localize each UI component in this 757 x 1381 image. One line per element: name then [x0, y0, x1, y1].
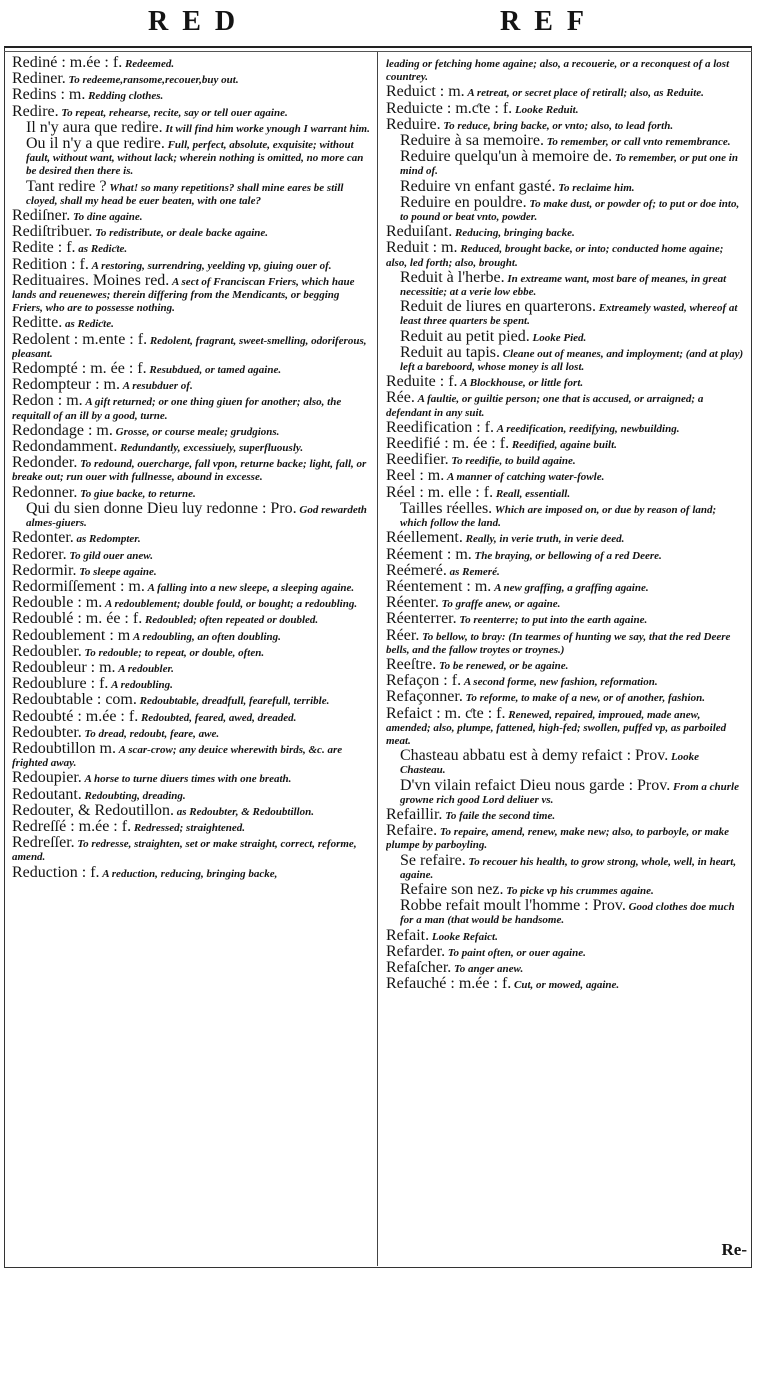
dictionary-entry	[386, 115, 746, 133]
entry-headword: Reduit au petit pied.	[400, 327, 530, 345]
entry-definition: leading or fetching home againe; also, a recouerie, or a reconquest of a lost countrey.	[386, 58, 730, 84]
entry-headword: Refaçonner.	[386, 688, 463, 706]
entry-headword: Redondage : m.	[12, 421, 113, 439]
dictionary-entry	[386, 776, 746, 807]
entry-definition: In extreame want, most bare of meanes, in great necessitie; at a verie low ebbe.	[400, 272, 727, 299]
dictionary-entry	[12, 137, 372, 179]
entry-headword: Refauché : m.ée : f.	[386, 975, 512, 993]
dictionary-entry	[386, 375, 746, 390]
entry-definition: A Blockhouse, or little fort.	[460, 377, 584, 390]
entry-definition: From a churle growne rich good Lord deliuer vs.	[400, 780, 739, 806]
entry-headword: Redoupier.	[12, 769, 82, 787]
entry-headword: Qui du sien donne Dieu luy redonne : Pro.	[26, 499, 297, 517]
entry-headword: Redoubler.	[12, 642, 82, 660]
dictionary-entry	[386, 596, 746, 611]
entry-headword: Redreſſé : m.ée : f.	[12, 817, 132, 835]
entry-headword: Reditte.	[12, 314, 63, 332]
entry-headword: Réellement.	[386, 529, 463, 547]
entry-headword: Tailles réelles.	[400, 499, 493, 517]
entry-definition: A redoubler.	[118, 662, 174, 675]
entry-headword: Redituaires. Moines red.	[12, 271, 170, 289]
dictionary-entry	[386, 453, 746, 468]
entry-headword: Redoublure : f.	[12, 675, 109, 693]
entry-definition: Redressed; straightened.	[133, 821, 246, 834]
entry-definition: as Redompter.	[76, 533, 141, 546]
dictionary-entry	[386, 85, 746, 100]
entry-headword: Redonter.	[12, 529, 74, 547]
entry-headword: Redoubter.	[12, 723, 82, 741]
entry-headword: Refaict : m. ƈte : f.	[386, 704, 506, 722]
entry-definition: as Rediƈte.	[64, 318, 114, 331]
entry-headword: Reduiſant.	[386, 223, 453, 241]
entry-headword: Robbe refait moult l'homme : Prov.	[400, 897, 626, 915]
dictionary-entry	[12, 394, 372, 422]
entry-headword: Refaillir.	[386, 805, 443, 823]
entry-definition: God rewardeth almes-giuers.	[26, 503, 367, 530]
entry-headword: Rediner.	[12, 70, 66, 88]
entry-definition: To faile the second time.	[445, 809, 556, 822]
dictionary-entry	[386, 391, 746, 419]
entry-definition: Redeemed.	[124, 58, 175, 70]
dictionary-entry	[12, 677, 372, 692]
entry-definition: A sect of Franciscan Friers, which haue lands and reuenewes; therein differing from the Mendicants, or begging Friers, who are to possesse nothing.	[12, 275, 355, 315]
left-column	[12, 56, 372, 1264]
entry-headword: Rediné : m.ée : f.	[12, 56, 123, 71]
entry-headword: Refaire son nez.	[400, 880, 504, 898]
entry-headword: Redolent : m.ente : f.	[12, 330, 148, 348]
entry-definition: To anger anew.	[454, 962, 524, 975]
entry-definition: To redistribute, or deale backe againe.	[95, 227, 269, 240]
entry-headword: Rée.	[386, 389, 415, 407]
dictionary-entry	[12, 271, 372, 316]
dictionary-entry	[386, 300, 746, 328]
dictionary-entry	[386, 704, 746, 749]
entry-headword: Redormir.	[12, 561, 77, 579]
entry-headword: Réement : m.	[386, 545, 472, 563]
entry-headword: Reduire en pouldre.	[400, 193, 527, 211]
dictionary-entry	[386, 193, 746, 224]
entry-headword: Reduit de liures en quarterons.	[400, 298, 596, 316]
dictionary-entry	[12, 707, 372, 725]
dictionary-entry	[12, 658, 372, 676]
entry-headword: Refaſcher.	[386, 958, 452, 976]
dictionary-entry	[12, 440, 372, 455]
entry-definition: Redoubting, dreading.	[84, 789, 186, 802]
entry-definition: Reedified, againe built.	[511, 439, 617, 452]
entry-definition: To sleepe againe.	[79, 565, 157, 578]
dictionary-entry	[386, 483, 746, 501]
entry-definition: To giue backe, to returne.	[80, 487, 196, 500]
entry-definition: To be renewed, or be againe.	[438, 659, 569, 672]
entry-definition: A falling into a new sleepe, a sleeping againe.	[147, 581, 355, 594]
entry-headword: D'vn vilain refaict Dieu nous garde : Prov.	[400, 776, 671, 794]
dictionary-entry	[12, 241, 372, 256]
dictionary-entry	[12, 209, 372, 224]
entry-definition: To paint often, or ouer againe.	[447, 946, 586, 959]
dictionary-entry	[12, 836, 372, 864]
dictionary-entry	[386, 899, 746, 927]
entry-headword: Redouter, & Redoutillon.	[12, 801, 175, 819]
entry-headword: Reduit : m.	[386, 239, 458, 257]
dictionary-entry	[386, 177, 746, 195]
entry-definition: Renewed, repaired, improued, made anew, amended; also, plumpe, fattened, high-fed; swollen, puffed vp, as parboiled meat.	[386, 708, 727, 747]
entry-headword: Redonner.	[12, 483, 78, 501]
dictionary-entry	[386, 977, 746, 992]
entry-definition: To reclaime him.	[558, 181, 635, 194]
entry-headword: Redreſſer.	[12, 834, 75, 852]
entry-definition: A faultie, or guiltie person; one that is accused, or arraigned; a defendant in any suit.	[386, 393, 704, 419]
entry-definition: A horse to turne diuers times with one breath.	[84, 773, 292, 786]
dictionary-entry	[386, 942, 746, 960]
dictionary-entry	[12, 102, 372, 120]
entry-headword: Redormiſſement : m.	[12, 577, 145, 595]
entry-headword: Reduict : m.	[386, 83, 465, 101]
dictionary-entry	[12, 225, 372, 240]
entry-headword: Redondamment.	[12, 438, 118, 456]
dictionary-entry	[12, 771, 372, 786]
entry-headword: Redoubtable : com.	[12, 691, 137, 709]
entry-definition: Redding clothes.	[88, 90, 164, 103]
dictionary-entry	[386, 99, 746, 117]
entry-definition: A manner of catching water-fowle.	[446, 471, 605, 484]
dictionary-entry	[12, 378, 372, 393]
entry-definition: Redolent, fragrant, sweet-smelling, odoriferous, pleasant.	[12, 334, 367, 360]
dictionary-entry	[386, 469, 746, 484]
dictionary-entry	[12, 612, 372, 627]
entry-definition: A new graffing, a graffing againe.	[494, 581, 649, 594]
dictionary-entry	[12, 723, 372, 741]
dictionary-entry	[386, 626, 746, 657]
dictionary-entry	[386, 958, 746, 976]
entry-definition: Cut, or mowed, againe.	[514, 979, 620, 992]
dictionary-entry	[386, 577, 746, 595]
entry-headword: Reduit au tapis.	[400, 343, 500, 361]
entry-definition: To repaire, amend, renew, make new; also, to parboyle, or make plumpe by parboyling.	[386, 826, 729, 852]
catchword: Re-	[721, 1240, 747, 1259]
entry-definition: as Remeré.	[449, 565, 500, 578]
entry-headword: Redoubleur : m.	[12, 658, 116, 676]
entry-definition: The braying, or bellowing of a red Deere.	[474, 549, 662, 562]
entry-headword: Redompteur : m.	[12, 376, 120, 394]
entry-headword: Ou il n'y a que redire.	[26, 135, 165, 153]
entry-definition: To reedifie, to build againe.	[451, 455, 576, 468]
entry-definition: To graffe anew, or againe.	[441, 598, 561, 611]
entry-definition: A retreat, or secret place of retirall; also, as Reduite.	[467, 87, 704, 100]
dictionary-entry	[12, 626, 372, 644]
dictionary-entry	[386, 880, 746, 898]
dictionary-entry	[12, 88, 372, 103]
dictionary-entry	[386, 268, 746, 299]
entry-headword: Rediſtribuer.	[12, 223, 93, 241]
entry-definition: Really, in verie truth, in verie deed.	[465, 533, 625, 546]
entry-headword: Reduire à sa memoire.	[400, 132, 544, 150]
entry-definition: Looke Pied.	[532, 331, 587, 344]
entry-definition: A scar-crow; any deuice wherewith birds, &c. are frighted away.	[12, 743, 343, 770]
entry-definition: Redoubted, feared, awed, dreaded.	[140, 711, 297, 724]
dictionary-entry	[386, 343, 746, 374]
entry-definition: as Redoubter, & Redoubtillon.	[176, 805, 314, 818]
entry-headword: Reduire vn enfant gasté.	[400, 177, 556, 195]
dictionary-entry	[386, 241, 746, 269]
entry-definition: A redoubling.	[111, 679, 173, 692]
dictionary-entry	[12, 421, 372, 439]
dictionary-entry	[12, 596, 372, 611]
entry-headword: Redonder.	[12, 454, 78, 472]
entry-headword: Reedifier.	[386, 451, 449, 469]
entry-headword: Rediſner.	[12, 207, 71, 225]
entry-headword: Se refaire.	[400, 851, 466, 869]
dictionary-entry	[12, 863, 372, 881]
entry-headword: Redins : m.	[12, 86, 86, 104]
entry-definition: To redound, ouercharge, fall vpon, returne backe; light, fall, or breake out; run ouer with fullnesse, abound in excesse.	[12, 458, 367, 484]
entry-definition: To bellow, to bray: (In tearmes of hunting we say, that the red Deere bells, and the fallow troytes or troynes.)	[386, 630, 731, 656]
entry-definition: Redoubtable, dreadfull, fearefull, terrible.	[139, 695, 330, 708]
dictionary-entry	[386, 545, 746, 563]
entry-definition: as Rediƈte.	[78, 243, 128, 256]
entry-headword: Réer.	[386, 626, 420, 644]
dictionary-entry	[12, 577, 372, 595]
dictionary-entry	[12, 545, 372, 563]
entry-definition: Extreamely wasted, whereof at least three quarters be spent.	[400, 302, 738, 328]
dictionary-entry	[386, 150, 746, 178]
dictionary-entry	[12, 72, 372, 87]
entry-headword: Redouble : m.	[12, 594, 103, 612]
entry-headword: Reeſtre.	[386, 655, 437, 673]
dictionary-entry	[386, 674, 746, 689]
dictionary-entry	[12, 255, 372, 273]
dictionary-entry	[12, 642, 372, 660]
entry-definition: To redresse, straighten, set or make straight, correct, reforme, amend.	[12, 838, 357, 864]
entry-headword: Redoubté : m.ée : f.	[12, 707, 139, 725]
entry-definition: Reduced, brought backe, or into; conducted home againe; also, led forth; also, brought.	[386, 243, 724, 269]
entry-headword: Il n'y aura que redire.	[26, 118, 163, 136]
entry-definition: Cleane out of meanes, and imployment; (and at play) left a bareboord, whose money is all lost.	[400, 347, 744, 374]
dictionary-entry	[12, 483, 372, 501]
entry-headword: Redoutant.	[12, 785, 82, 803]
entry-definition: To remember, or call vnto remembrance.	[546, 136, 731, 149]
entry-definition: A gift returned; or one thing giuen for another; also, the requitall of an ill by a good, turne.	[12, 396, 342, 422]
entry-definition: A redoubling, an often doubling.	[132, 630, 281, 643]
dictionary-entry	[386, 418, 746, 436]
entry-headword: Réel : m. elle : f.	[386, 483, 494, 501]
entry-definition: To reduce, bring backe, or vnto; also, to lead forth.	[443, 119, 674, 132]
entry-definition: To make dust, or powder of; to put or doe into, to pound or beat vnto, powder.	[400, 197, 740, 224]
entry-definition: A reduction, reducing, bringing backe,	[102, 867, 278, 880]
entry-definition: It will find him worke ynough I warrant him.	[165, 122, 370, 135]
dictionary-entry	[12, 561, 372, 579]
entry-headword: Reduicte : m.ƈte : f.	[386, 99, 513, 117]
entry-headword: Redorer.	[12, 545, 67, 563]
entry-headword: Tant redire ?	[26, 177, 107, 195]
dictionary-entry	[386, 56, 746, 84]
entry-definition: Looke Chasteau.	[400, 751, 700, 777]
entry-headword: Redon : m.	[12, 392, 83, 410]
entry-headword: Réentement : m.	[386, 577, 492, 595]
entry-definition: Which are imposed on, or due by reason of land; which follow the land.	[400, 503, 717, 530]
entry-headword: Refaire.	[386, 822, 438, 840]
entry-headword: Refarder.	[386, 942, 446, 960]
entry-definition: Full, perfect, absolute, exquisite; without fault, without want, without lack; wherein nothing is omitted, no more can be desired then there is.	[26, 139, 364, 178]
entry-headword: Réenter.	[386, 594, 439, 612]
entry-headword: Chasteau abbatu est à demy refaict : Prov.	[400, 747, 669, 765]
dictionary-entry	[386, 690, 746, 705]
dictionary-entry	[12, 316, 372, 331]
entry-definition: Redoubled; often repeated or doubled.	[144, 614, 319, 627]
dictionary-entry	[12, 739, 372, 770]
entry-headword: Reel : m.	[386, 467, 445, 485]
dictionary-entry	[386, 805, 746, 823]
running-head	[0, 6, 757, 42]
dictionary-entry	[12, 118, 372, 136]
entry-headword: Refaçon : f.	[386, 672, 462, 690]
entry-definition: Grosse, or course meale; grudgions.	[115, 425, 280, 438]
entry-definition: A second forme, new fashion, reformation.	[463, 676, 658, 689]
dictionary-entry	[12, 177, 372, 208]
entry-headword: Redoublé : m. ée : f.	[12, 610, 143, 628]
entry-definition: To dread, redoubt, feare, awe.	[84, 727, 220, 740]
entry-definition: What! so many repetitions? shall mine eares be still cloyed, shall my head be euer beaten, with one tale?	[26, 181, 344, 207]
running-head-left: RED	[148, 6, 250, 37]
dictionary-entry	[12, 362, 372, 377]
entry-definition: To gild ouer anew.	[69, 549, 153, 562]
dictionary-entry	[12, 499, 372, 530]
entry-headword: Redompté : m. ée : f.	[12, 360, 147, 378]
entry-definition: To recouer his health, to grow strong, whole, well, in heart, againe.	[400, 855, 737, 881]
entry-headword: Reémeré.	[386, 561, 447, 579]
dictionary-entry	[386, 437, 746, 452]
entry-definition: To reforme, to make of a new, or of another, fashion.	[465, 692, 705, 705]
dictionary-entry	[386, 499, 746, 530]
dictionary-entry	[386, 612, 746, 627]
entry-headword: Redoublement : m	[12, 626, 131, 644]
dictionary-entry	[12, 785, 372, 803]
entry-definition: To repeat, rehearse, recite, say or tell ouer againe.	[61, 106, 288, 119]
entry-headword: Reduction : f.	[12, 863, 100, 881]
entry-definition: To remember, or put one in mind of.	[400, 152, 738, 178]
entry-definition: Looke Refaict.	[431, 930, 498, 943]
entry-headword: Reduit à l'herbe.	[400, 268, 505, 286]
dictionary-entry	[12, 531, 372, 546]
dictionary-entry	[386, 225, 746, 240]
running-head-right: REF	[500, 6, 598, 37]
entry-headword: Reedification : f.	[386, 418, 494, 436]
dictionary-entry	[386, 851, 746, 882]
entry-headword: Redition : f.	[12, 255, 89, 273]
entry-definition: To redouble; to repeat, or double, often.	[84, 646, 265, 659]
dictionary-entry	[12, 456, 372, 484]
entry-definition: Reducing, bringing backe.	[454, 227, 575, 240]
entry-headword: Redire.	[12, 102, 59, 120]
entry-definition: To picke vp his crummes againe.	[506, 884, 654, 897]
entry-definition: To reenterre; to put into the earth againe.	[459, 614, 648, 627]
entry-headword: Reduire quelqu'un à memoire de.	[400, 148, 613, 166]
dictionary-entry	[12, 56, 372, 71]
entry-headword: Redite : f.	[12, 239, 76, 257]
dictionary-entry	[386, 531, 746, 546]
entry-definition: Reall, essentiall.	[495, 487, 571, 500]
dictionary-entry	[386, 561, 746, 579]
dictionary-entry	[12, 817, 372, 835]
dictionary-entry	[12, 693, 372, 708]
entry-definition: A redoublement; double fould, or bought; a redoubling.	[104, 598, 358, 611]
entry-definition: To dine againe.	[72, 211, 143, 224]
entry-definition: To redeeme,ransome,recouer,buy out.	[68, 74, 239, 87]
entry-headword: Reduire.	[386, 115, 441, 133]
dictionary-entry	[386, 655, 746, 673]
entry-definition: Resubdued, or tamed againe.	[149, 364, 282, 377]
dictionary-entry	[12, 801, 372, 819]
dictionary-entry	[12, 330, 372, 361]
entry-definition: Good clothes doe much for a man (that would be handsome.	[400, 901, 735, 927]
entry-headword: Refait.	[386, 926, 430, 944]
dictionary-entry	[386, 824, 746, 852]
entry-headword: Reedifié : m. ée : f.	[386, 435, 510, 453]
entry-headword: Reduite : f.	[386, 373, 458, 391]
dictionary-entry	[386, 134, 746, 149]
frame-rule	[4, 51, 752, 52]
dictionary-entry	[386, 926, 746, 944]
right-column	[386, 56, 746, 1264]
entry-headword: Redoubtillon m.	[12, 739, 116, 757]
entry-definition: Looke Reduit.	[514, 103, 579, 116]
entry-definition: A resubduer of.	[122, 380, 193, 393]
entry-definition: A reedification, reedifying, newbuilding.	[496, 422, 680, 435]
entry-headword: Réenterrer.	[386, 610, 457, 628]
entry-definition: Redundantly, excessiuely, superfluously.	[120, 442, 304, 455]
dictionary-entry	[386, 749, 746, 777]
column-divider	[377, 52, 378, 1266]
entry-definition: A restoring, surrendring, yeelding vp, giuing ouer of.	[91, 259, 332, 272]
dictionary-entry	[386, 327, 746, 345]
